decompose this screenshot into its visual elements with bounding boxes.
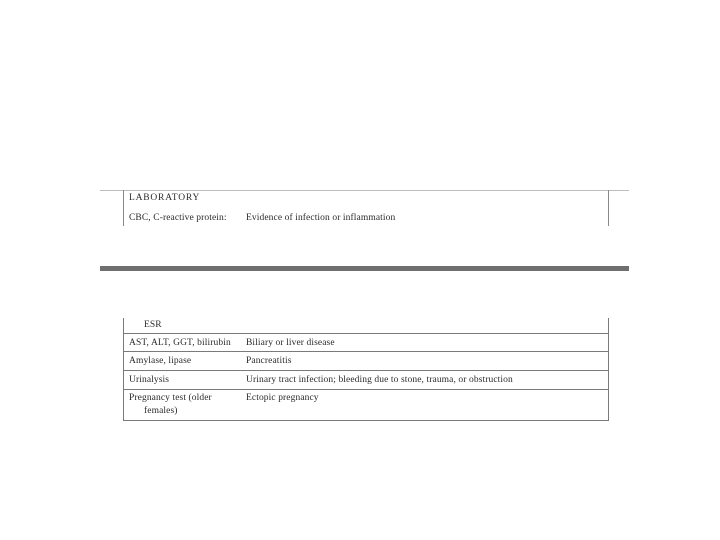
test-cell: Amylase, lipase bbox=[129, 356, 192, 366]
table-left-border bbox=[123, 190, 124, 226]
test-cell: CBC, C-reactive protein: bbox=[129, 213, 227, 223]
finding-cell: Pancreatitis bbox=[246, 356, 292, 366]
row-divider bbox=[123, 389, 609, 390]
top-table-fragment bbox=[0, 0, 720, 230]
test-cell-continuation: females) bbox=[144, 406, 178, 416]
row-divider bbox=[123, 333, 609, 334]
finding-cell: Biliary or liver disease bbox=[246, 338, 335, 348]
finding-cell: Ectopic pregnancy bbox=[246, 393, 319, 403]
finding-cell: Urinary tract infection; bleeding due to stone, trauma, or obstruction bbox=[246, 375, 513, 385]
row-divider bbox=[123, 370, 609, 371]
table-right-border bbox=[608, 190, 609, 226]
test-cell: AST, ALT, GGT, bilirubin bbox=[129, 338, 231, 348]
separator-bar bbox=[100, 266, 629, 271]
table-bottom-rule bbox=[123, 420, 609, 421]
row-divider bbox=[123, 351, 609, 352]
finding-cell: Evidence of infection or inflammation bbox=[246, 213, 396, 223]
section-header-laboratory: LABORATORY bbox=[129, 193, 201, 203]
table-top-rule bbox=[100, 190, 629, 191]
test-cell: Urinalysis bbox=[129, 375, 170, 385]
test-cell: Pregnancy test (older bbox=[129, 393, 212, 403]
test-cell-continuation: ESR bbox=[144, 320, 162, 330]
